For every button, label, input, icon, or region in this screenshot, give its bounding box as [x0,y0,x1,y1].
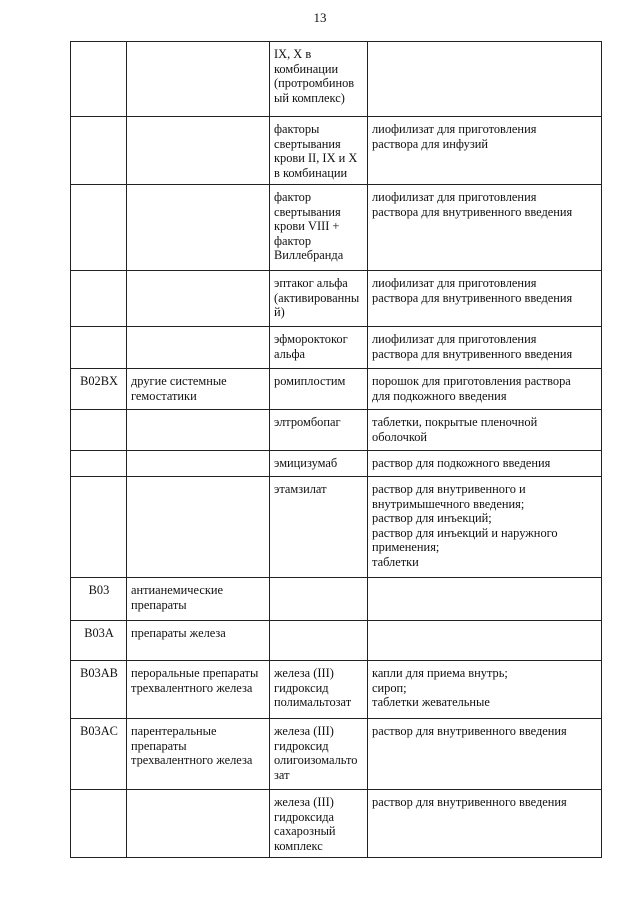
table-row [71,621,602,661]
atc-code-cell [71,790,127,858]
dosage-form-cell: раствор для подкожного введения [368,451,602,477]
drug-name-cell: элтромбопаг [270,410,368,451]
drug-name-cell: ромиплостим [270,369,368,410]
table-row [71,661,602,719]
table-row [71,369,602,410]
table-row [71,327,602,369]
atc-code-cell [71,477,127,578]
atc-code-cell [71,327,127,369]
drug-name-cell: IX, X в комбинации (протромбинов ый комплекс) [270,42,368,117]
group-cell [127,117,270,185]
drug-name-cell: эфмороктоког альфа [270,327,368,369]
drug-name-cell: этамзилат [270,477,368,578]
atc-code-cell: B03AC [71,719,127,790]
dosage-form-cell: таблетки, покрытые пленочной оболочкой [368,410,602,451]
atc-code-cell [71,410,127,451]
drug-name-cell: железа (III) гидроксида сахарозный комплекс [270,790,368,858]
group-cell [127,410,270,451]
dosage-form-cell: капли для приема внутрь; сироп; таблетки жевательные [368,661,602,719]
table-row [71,477,602,578]
drug-name-cell: железа (III) гидроксид полимальтозат [270,661,368,719]
drug-table-body [71,42,602,858]
dosage-form-cell: раствор для внутривенного введения [368,790,602,858]
atc-code-cell [71,271,127,327]
table-row [71,451,602,477]
group-cell [127,477,270,578]
group-cell [127,185,270,271]
table-row [71,578,602,621]
dosage-form-cell: порошок для приготовления раствора для подкожного введения [368,369,602,410]
drug-name-cell [270,621,368,661]
table-row [71,117,602,185]
dosage-form-cell: лиофилизат для приготовления раствора для внутривенного введения [368,327,602,369]
table-row [71,790,602,858]
group-cell: пероральные препараты трехвалентного железа [127,661,270,719]
table-row [71,410,602,451]
table-row [71,42,602,117]
group-cell [127,42,270,117]
dosage-form-cell: лиофилизат для приготовления раствора для внутривенного введения [368,271,602,327]
dosage-form-cell: раствор для внутривенного и внутримышечного введения; раствор для инъекций; раствор для инъекций и наружного применения; таблетки [368,477,602,578]
table-row [71,185,602,271]
drug-name-cell: эмицизумаб [270,451,368,477]
atc-code-cell [71,451,127,477]
dosage-form-cell [368,621,602,661]
dosage-form-cell: лиофилизат для приготовления раствора для внутривенного введения [368,185,602,271]
atc-code-cell: B03 [71,578,127,621]
atc-code-cell [71,185,127,271]
dosage-form-cell [368,578,602,621]
atc-code-cell: B03A [71,621,127,661]
group-cell [127,271,270,327]
group-cell [127,451,270,477]
table-row [71,271,602,327]
drug-table [70,41,602,858]
group-cell: препараты железа [127,621,270,661]
atc-code-cell [71,117,127,185]
group-cell [127,327,270,369]
group-cell [127,790,270,858]
group-cell: антианемические препараты [127,578,270,621]
drug-name-cell: фактор свертывания крови VIII + фактор Виллебранда [270,185,368,271]
atc-code-cell: B03AB [71,661,127,719]
page-number: 13 [313,10,327,25]
dosage-form-cell [368,42,602,117]
drug-name-cell [270,578,368,621]
atc-code-cell: B02BX [71,369,127,410]
group-cell: парентеральные препараты трехвалентного железа [127,719,270,790]
dosage-form-cell: раствор для внутривенного введения [368,719,602,790]
drug-name-cell: железа (III) гидроксид олигоизомальто зат [270,719,368,790]
table-row [71,719,602,790]
drug-name-cell: факторы свертывания крови II, IX и X в комбинации [270,117,368,185]
atc-code-cell [71,42,127,117]
drug-name-cell: эптаког альфа (активированны й) [270,271,368,327]
group-cell: другие системные гемостатики [127,369,270,410]
dosage-form-cell: лиофилизат для приготовления раствора для инфузий [368,117,602,185]
